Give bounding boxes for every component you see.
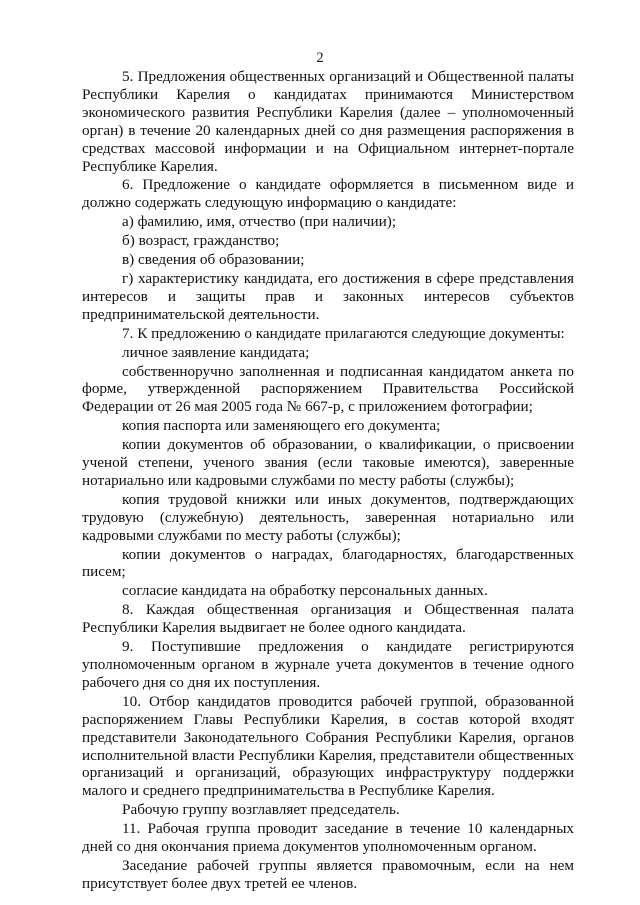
paragraph-10-chair: Рабочую группу возглавляет председатель. xyxy=(122,801,400,819)
document-body xyxy=(82,68,574,893)
item-a: а) фамилию, имя, отчество (при наличии); xyxy=(122,213,397,231)
doc-item-passport: копия паспорта или заменяющего его документа; xyxy=(122,417,441,435)
paragraph-9: 9. Поступившие предложения о кандидате регистрируются уполномоченным органом в журнале учета документов в течение одного рабочего дня со дня их поступления. xyxy=(82,638,574,691)
item-b: б) возраст, гражданство; xyxy=(122,232,280,250)
item-v: в) сведения об образовании; xyxy=(122,251,305,269)
paragraph-11-quorum: Заседание рабочей группы является правомочным, если на нем присутствует более двух третей ее членов. xyxy=(82,856,574,892)
paragraph-10: 10. Отбор кандидатов проводится рабочей группой, образованной распоряжением Главы Республики Карелия, в состав которой входят представители Законодательного Собрания Республики Карелия, органов исполнительной власти Республики Карелия, представители общественных организаций и организаций, образующих инфраструктуру поддержки малого и среднего предпринимательства в Республике Карелия. xyxy=(82,692,574,800)
page-number: 2 xyxy=(316,50,324,66)
doc-item-employment: копия трудовой книжки или иных документов, подтверждающих трудовую (служебную) деятельность, заверенная нотариально или кадровыми службами по месту работы (службы); xyxy=(82,490,574,544)
paragraph-7: 7. К предложению о кандидате прилагаются следующие документы: xyxy=(122,324,565,342)
doc-item-questionnaire: собственноручно заполненная и подписанная кандидатом анкета по форме, утвержденной распоряжением Правительства Российской Федерации от 26 мая 2005 года № 667-р, с приложением фотографии; xyxy=(82,362,574,416)
paragraph-5: 5. Предложения общественных организаций и Общественной палаты Республики Карелия о кандидатах принимаются Министерством экономического развития Республики Карелия (далее – уполномоченный орган) в течение 20 календарных дней со дня размещения распоряжения в средствах массовой информации и на Официальном интернет-портале Республике Карелия. xyxy=(82,68,574,175)
doc-item-application: личное заявление кандидата; xyxy=(122,343,310,361)
doc-item-education: копии документов об образовании, о квалификации, о присвоении ученой степени, ученого звания (если таковые имеются), заверенные нотариально или кадровыми службами по месту работы (службы); xyxy=(82,436,574,489)
paragraph-8: 8. Каждая общественная организация и Общественная палата Республики Карелия выдвигает не более одного кандидата. xyxy=(82,601,574,637)
doc-item-consent: согласие кандидата на обработку персональных данных. xyxy=(122,582,488,600)
item-g: г) характеристику кандидата, его достижения в сфере представления интересов и защиты прав и законных интересов субъектов предпринимательской деятельности. xyxy=(82,269,574,323)
paragraph-11: 11. Рабочая группа проводит заседание в течение 10 календарных дней со дня окончания приема документов уполномоченным органом. xyxy=(82,820,574,856)
paragraph-6: 6. Предложение о кандидате оформляется в письменном виде и должно содержать следующую информацию о кандидате: xyxy=(82,176,574,212)
doc-item-awards: копии документов о наградах, благодарностях, благодарственных писем; xyxy=(82,545,574,581)
